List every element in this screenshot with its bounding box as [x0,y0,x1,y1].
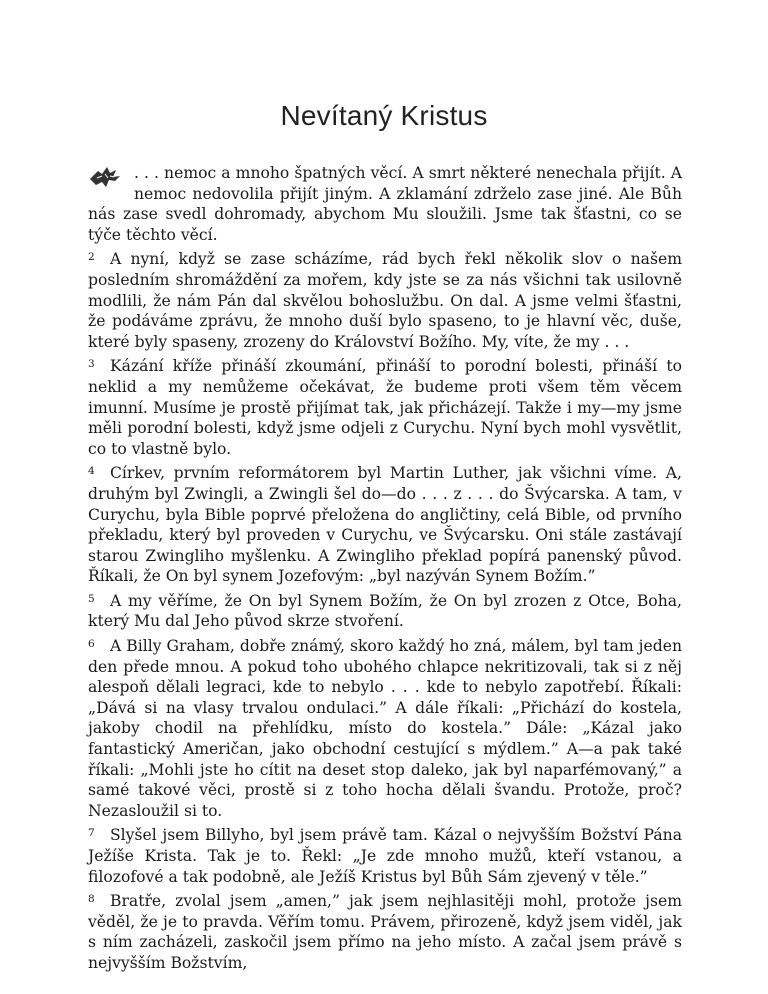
paragraph-number: 2 [88,251,95,264]
paragraph-text: A my věříme, že On byl Synem Božím, že On byl zrozen z Otce, Boha, který Mu dal Jeho původ skrze stvoření. [88,591,682,631]
paragraph-number: 8 [88,893,95,906]
paragraph-number: 6 [88,638,95,651]
paragraph-number: 5 [88,592,95,605]
paragraph-5 [88,591,682,632]
paragraph-text: . . . nemoc a mnoho špatných věcí. A smrt některé nenechala přijít. A nemoc nedovolila přijít jiným. A zklamání zdrželo zase jiné. Ale Bůh nás zase svedl dohromady, abychom Mu sloužili. Jsme tak šťastni, co se týče těchto věcí. [88,164,682,244]
eagle-icon [88,165,128,191]
page-title: Nevítaný Kristus [280,100,488,131]
paragraph-6 [88,636,682,821]
paragraph-1 [88,163,682,245]
paragraph-7 [88,825,682,887]
paragraph-8 [88,891,682,973]
paragraph-2 [88,249,682,352]
paragraph-3 [88,356,682,459]
paragraph-text: Bratře, zvolal jsem „amen,” jak jsem nejhlasitěji mohl, protože jsem věděl, že je to pravda. Věřím tomu. Právem, přirozeně, když jsem viděl, jak s ním zacházeli, zaskočil jsem přímo na jeho místo. A začal jsem právě s nejvyšším Božstvím, [88,892,682,972]
paragraph-4 [88,463,682,587]
paragraph-number: 7 [88,827,95,840]
paragraph-text: A nyní, když se zase scházíme, rád bych řekl několik slov o našem posledním shromáždění za mořem, kdy jste se za nás všichni tak usilovně modlili, že nám Pán dal skvělou bohoslužbu. On dal. A jsme velmi šťastni, že podáváme zprávu, že mnoho duší bylo spaseno, to je hlavní věc, duše, které byly spaseny, zrozeny do Království Božího. My, víte, že my . . . [88,250,682,351]
body-text [88,163,682,978]
paragraph-text: Slyšel jsem Billyho, byl jsem právě tam. Kázal o nejvyšším Božství Pána Ježíše Krista. Tak je to. Řekl: „Je zde mnoho mužů, kteří vstanou, a filozofové a tak podobně, ale Ježíš Kristus byl Bůh Sám zjevený v těle.” [88,826,682,886]
paragraph-text: Kázání kříže přináší zkoumání, přináší to porodní bolesti, přináší to neklid a my nemůžeme očekávat, že budeme proti všem těm věcem imunní. Musíme je prostě přijímat tak, jak přicházejí. Takže i my—my jsme měli porodní bolesti, když jsme odjeli z Curychu. Nyní bych mohl vysvětlit, co to vlastně bylo. [88,357,682,458]
paragraph-number: 3 [88,358,95,371]
paragraph-number: 4 [88,465,95,478]
paragraph-text: A Billy Graham, dobře známý, skoro každý ho zná, málem, byl tam jeden den přede mnou. A pokud toho ubohého chlapce nekritizovali, tak si z něj alespoň dělali legraci, kde to nebylo . . . kde to nebylo zapotřebí. Říkali: „Dává si na vlasy trvalou ondulaci.” A dále říkali: „Přichází do kostela, jakoby chodil na přehlídku, místo do kostela.” Dále: „Kázal jako fantastický Američan, jako obchodní cestující s mýdlem.” A—a pak také říkali: „Mohli jste ho cítit na deset stop daleko, jak byl naparfémovaný,” a samé takové věci, prostě si z toho hocha dělali švandu. Protože, proč? Nezasloužil si to. [88,637,682,820]
paragraph-text: Církev, prvním reformátorem byl Martin Luther, jak všichni víme. A, druhým byl Zwingli, a Zwingli šel do—do . . . z . . . do Švýcarska. A tam, v Curychu, byla Bible poprvé přeložena do angličtiny, celá Bible, od prvního překladu, který byl proveden v Curychu, ve Švýcarsku. Oni stále zastávají starou Zwingliho myšlenku. A Zwingliho překlad popírá panenský původ. Říkali, že On byl synem Jozefovým: „byl nazýván Synem Božím.” [88,464,682,586]
